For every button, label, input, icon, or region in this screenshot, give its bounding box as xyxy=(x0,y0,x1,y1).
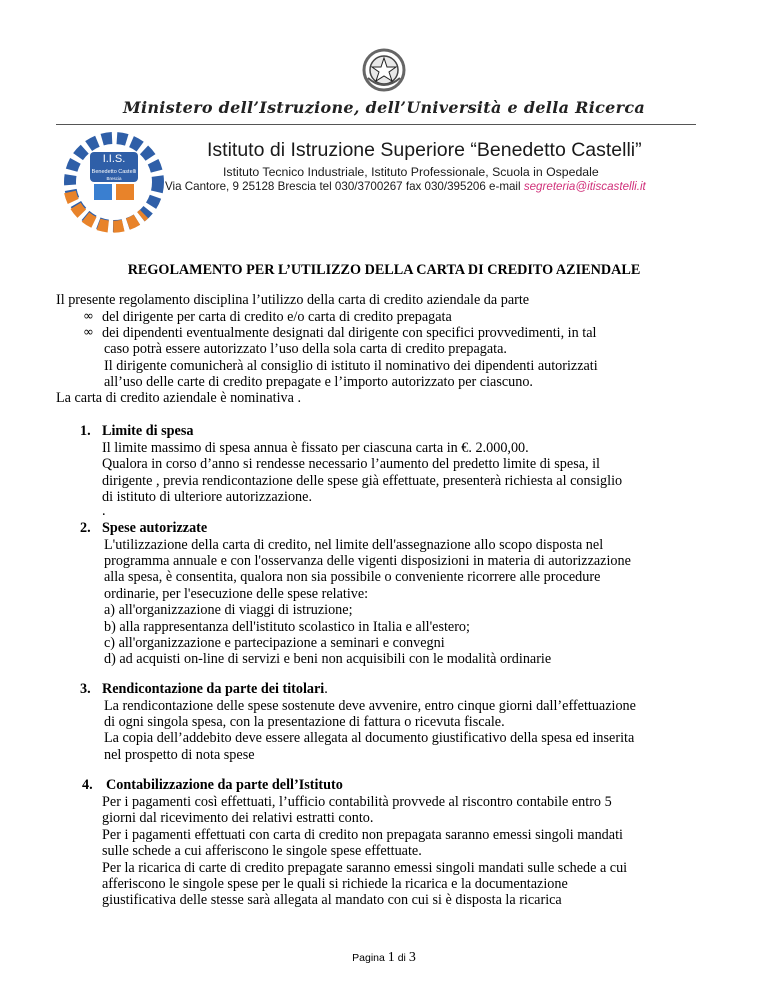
section-4-number: 4. xyxy=(82,777,93,793)
section-2-line: ordinarie, per l'esecuzione delle spese relative: xyxy=(104,586,369,602)
section-1-line: Qualora in corso d’anno si rendesse necessario l’aumento del predetto limite di spesa, il xyxy=(102,456,600,472)
logo-line3: Brescia xyxy=(106,176,122,181)
ministry-heading: Ministero dell’Istruzione, dell’Università e della Ricerca xyxy=(122,98,646,117)
address-text: Via Cantore, 9 25128 Brescia tel 030/3700267 fax 030/395206 e-mail xyxy=(165,180,524,193)
section-1-line: dirigente , previa rendicontazione delle spese già effettuate, presenterà richiesta al consiglio xyxy=(102,473,623,489)
section-3-line: La copia dell’addebito deve essere allegata al documento giustificativo della spesa ed inserita xyxy=(104,730,635,746)
section-2-number: 2. xyxy=(80,520,91,536)
section-4-line: Per la ricarica di carte di credito prepagate saranno emessi singoli mandati sulle schede a cui xyxy=(102,860,628,876)
section-3-heading-row xyxy=(102,681,328,698)
footer-page-number: 1 xyxy=(387,950,395,965)
section-2-item-b: b) alla rappresentanza dell'istituto scolastico in Italia e all'estero; xyxy=(104,619,470,635)
footer-page-total: 3 xyxy=(408,950,416,965)
footer-of: di xyxy=(397,952,406,964)
section-2-item-c: c) all'organizzazione e partecipazione a seminari e convegni xyxy=(104,635,445,651)
section-4-heading: Contabilizzazione da parte dell’Istituto xyxy=(106,777,343,793)
intro-bullet-1: del dirigente per carta di credito e/o carta di credito prepagata xyxy=(102,309,452,325)
section-4-line: giorni dal ricevimento dei relativi estratti conto. xyxy=(102,810,374,826)
intro-last-line: La carta di credito aziendale è nominativa . xyxy=(56,390,302,406)
section-2-heading: Spese autorizzate xyxy=(102,520,208,536)
intro-bullet-2-line: caso potrà essere autorizzato l’uso della sola carta di credito prepagata. xyxy=(104,341,507,357)
section-2-line: alla spesa, è consentita, qualora non sia possibile o conveniente ricorrere alle procedure xyxy=(104,569,601,585)
logo-line2: Benedetto Castelli xyxy=(91,169,137,175)
section-4-line: Per i pagamenti così effettuati, l’ufficio contabilità provvede al riscontro contabile entro 5 xyxy=(102,794,612,810)
intro-bullet-2-line: Il dirigente comunicherà al consiglio di istituto il nominativo dei dipendenti autorizzati xyxy=(104,358,598,374)
section-3-heading-tail: . xyxy=(324,681,328,697)
intro-line: Il presente regolamento disciplina l’utilizzo della carta di credito aziendale da parte xyxy=(56,292,530,308)
email-link[interactable]: segreteria@itiscastelli.it xyxy=(523,180,646,193)
section-1-line: di istituto di ulteriore autorizzazione. xyxy=(102,489,312,505)
section-1-line: Il limite massimo di spesa annua è fissato per ciascuna carta in €. 2.000,00. xyxy=(102,440,529,456)
intro-bullet-2-line: all’uso delle carte di credito prepagate e l’importo autorizzato per ciascuno. xyxy=(104,374,533,390)
institute-address xyxy=(165,180,646,193)
section-3-line: La rendicontazione delle spese sostenute deve avvenire, entro cinque giorni dall’effettuazione xyxy=(104,698,636,714)
document-title: REGOLAMENTO PER L’UTILIZZO DELLA CARTA DI CREDITO AZIENDALE xyxy=(127,262,641,278)
institute-subtitle: Istituto Tecnico Industriale, Istituto Professionale, Scuola in Ospedale xyxy=(223,165,599,179)
infinity-bullet-icon: ∞ xyxy=(83,309,94,324)
section-3-heading: Rendicontazione da parte dei titolari xyxy=(102,681,325,697)
section-1-heading: Limite di spesa xyxy=(102,423,194,439)
footer-label: Pagina xyxy=(352,952,385,964)
infinity-bullet-icon: ∞ xyxy=(83,325,94,340)
section-2-item-a: a) all'organizzazione di viaggi di istruzione; xyxy=(104,602,353,618)
section-1-number: 1. xyxy=(80,423,91,439)
section-2-line: programma annuale e con l'osservanza delle vigenti disposizioni in materia di autorizzazione xyxy=(104,553,631,569)
section-4-line: Per i pagamenti effettuati con carta di credito non prepagata saranno emessi singoli mandati xyxy=(102,827,623,843)
intro-bullet-2-line: dei dipendenti eventualmente designati dal dirigente con specifici provvedimenti, in tal xyxy=(102,325,597,341)
section-2-line: L'utilizzazione della carta di credito, nel limite dell'assegnazione allo scopo disposta nel xyxy=(104,537,604,553)
logo-line1: I.I.S. xyxy=(102,153,126,165)
section-4-line: afferiscono le singole spese per le quali si richiede la ricarica e la documentazione xyxy=(102,876,568,892)
section-4-line: sulle schede a cui afferiscono le singole spese effettuate. xyxy=(102,843,422,859)
institute-name: Istituto di Istruzione Superiore “Benedetto Castelli” xyxy=(207,139,642,161)
page-footer xyxy=(0,950,768,966)
section-3-line: di ogni singola spesa, con la presentazione di fattura o ricevuta fiscale. xyxy=(104,714,505,730)
section-3-line: nel prospetto di nota spese xyxy=(104,747,255,763)
italian-emblem-icon xyxy=(362,48,406,92)
section-3-number: 3. xyxy=(80,681,91,697)
section-4-line: giustificativa delle stesse sarà allegata al mandato con cui si è disposta la ricarica xyxy=(102,892,562,908)
section-2-item-d: d) ad acquisti on-line di servizi e beni non acquisibili con le modalità ordinarie xyxy=(104,651,552,667)
section-1-line: . xyxy=(102,503,106,519)
